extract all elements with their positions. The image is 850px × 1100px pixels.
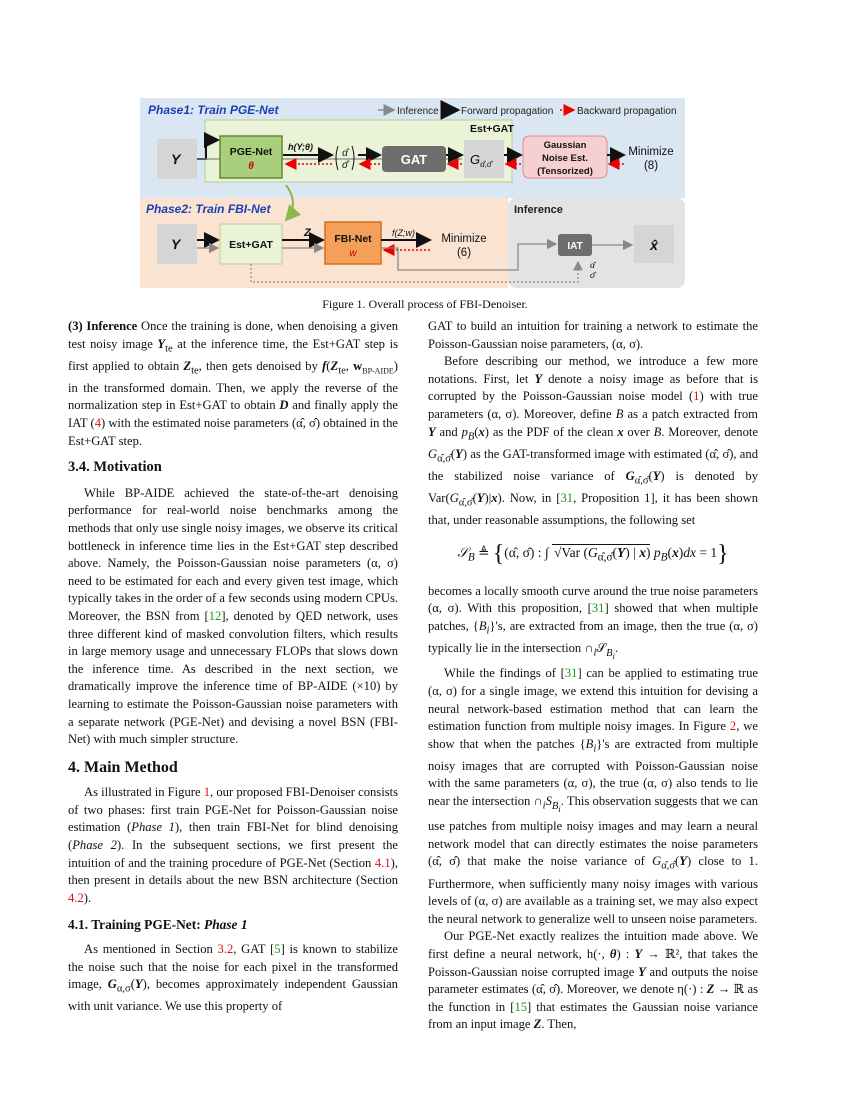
est-gat-top-label: Est+GAT (470, 123, 514, 135)
findings-paragraph: While the findings of [31] can be applied to estimating true (α, σ) for a single image, we extend this intuition for devising a neural network-based estimation method that can learn the estimation function from multiple noisy images. In Figure 2, we show that when the patches $\{B_i\}'s$ are extracted from multiple noisy images that are corrupted with Poisson-Gaussian noise with the same parameters (α, σ), the true (α, σ) also tends to lie near the intersection $\cap_iS_{B_i}$. This observation suggests that we can use patches from multiple noisy images and may learn a neural network model that can directly estimates the noise parameters (α̂, σ̂) that make the noise variance of $G_{\alphâ,\sigmâ}(Y)$ close to 1. Furthermore, when sufficiently many noisy images with various levels of (α, σ) are available as a training set, we may also expect the neural network to generalize well to unseen noise parameters. (428, 666, 759, 926)
inference-title: Inference (514, 204, 563, 216)
cite-15[interactable]: 15 (514, 999, 528, 1014)
iat-label: IAT (567, 241, 583, 252)
sigma-hat: σ̂ (341, 160, 349, 171)
notation-paragraph: Before describing our method, we introduce a few more notations. First, let Y denote a noisy image as before that is corrupted by the Poisson-Gaussian noise model (1) with true parameters (α, σ). Moreover, define B as a patch extracted from Y and $p_B(x)$ as the PDF of the clean x over B. Moreover, denote $G_{\alphâ,\sigmâ}(Y)$ as the GAT-transformed image with estimated (α̂, σ̂), and the stabilized noise variance of $G_{\alphâ,\sigmâ}(Y)$ is denoted by $Var(G_{\alphâ,\sigmâ}(Y)|x)$. Now, in [31, Proposition 1], it has been shown that, under reasonable assumptions, the following set (428, 354, 759, 527)
figure-diagram (140, 98, 685, 290)
phase1-title: Phase1: Train PGE-Net (148, 103, 279, 117)
pge-net-label: PGE-Net (229, 146, 273, 158)
minimize-top-eq: (8) (643, 160, 659, 172)
cite-31-c[interactable]: 31 (564, 666, 578, 681)
figure-caption: Figure 1. Overall process of FBI-Denoiser. (322, 297, 528, 311)
cite-12[interactable]: 12 (208, 608, 222, 623)
equation-sb: 𝒮$_B$ ≜ {(α̂, σ̂) : ∫ √Var ($G_{\alphâ,\sigmâ}(Y)$ | x) $p_B(x)dx = 1$} (457, 540, 729, 567)
fbi-net-param: w (349, 248, 357, 259)
minimize-bottom-eq: (6) (456, 247, 472, 259)
eq-ref-4[interactable]: 4 (94, 416, 101, 430)
pge-net-param: θ (248, 161, 254, 172)
cite-31-a[interactable]: 31 (560, 490, 574, 505)
alpha-hat: α̂ (342, 148, 348, 159)
input-y-label: Y (171, 151, 181, 167)
input-y-label-2: Y (171, 236, 181, 252)
alpha-hat-inf: α̂ (590, 260, 595, 270)
motivation-paragraph: While BP-AIDE achieved the state-of-the-art denoising performance for real-world noise benchmarks among the methods that only use single noisy images, we observe its critical bottleneck in inference time lies in the Est+GAT step described above. Namely, the Poisson-Gaussian noise parameters (α, σ) need to be estimated for each and every given test image, which typically takes in the order of a few seconds using modern CPUs. Moreover, the BSN from [12], denoted by QED network, uses three different kind of masked convolution filters, which results in large memory usage and unnecessary FLOPs that slows down the inference time. As described in the next section, we dramatically improve the inference time of BP-AIDE (×10) by learning to estimate the Poisson-Gaussian noise parameters with a separate network (PGE-Net) and devising a novel BSN (FBI-Net) with much simpler structure. (68, 485, 398, 747)
training-pge-paragraph: As mentioned in Section 3.2, GAT [5] is known to stabilize the noise such that the noise for each pixel in the transformed image, $G_{\alpha,\sigma}(Y)$, becomes approximately independent Gaussian with unit variance. We use this property of (68, 942, 398, 1014)
section-4-heading: 4. Main Method (68, 758, 178, 776)
h-func-label: h(Y;θ) (288, 142, 314, 152)
phase2-title: Phase2: Train FBI-Net (146, 202, 271, 216)
xhat-label: x̂ (650, 237, 658, 253)
est-gat-box-label: Est+GAT (229, 239, 273, 251)
fbi-net-label: FBI-Net (334, 233, 372, 245)
legend-inference: Inference (397, 106, 439, 117)
figure-1 (140, 98, 685, 290)
cite-31-b[interactable]: 31 (591, 601, 605, 616)
eq-ref-1[interactable]: 1 (693, 389, 700, 404)
f-func-label: f(Z;w) (392, 228, 415, 238)
g-output-label: $G_{\alphâ,\sigmâ}$ (470, 152, 492, 169)
fig-ref-2[interactable]: 2 (729, 719, 737, 734)
minimize-top: Minimize (628, 146, 674, 158)
sec-ref-3-2[interactable]: 3.2 (217, 942, 234, 957)
section-4-1-heading: 4.1. Training PGE-Net: Phase 1 (68, 917, 248, 933)
fig-ref-1[interactable]: 1 (203, 785, 211, 800)
pge-net-paragraph: Our PGE-Net exactly realizes the intuition made above. We first define a neural network, h(·, θ) : Y → ℝ², that takes the Poisson-Gaussian noise corrupted image Y and outputs the noise parameter estimates (α̂, σ̂). Moreover, we denote η(·) : Z → ℝ as the function in [15] that estimates the Gaussian noise variance from an input image Z. Then, (428, 929, 758, 1032)
left-column (68, 318, 398, 1016)
legend-forward: Forward propagation (461, 106, 554, 117)
gauss-line1: Gaussian (543, 140, 587, 151)
minimize-bottom: Minimize (441, 233, 487, 245)
legend-backward: Backward propagation (577, 106, 677, 117)
cite-5[interactable]: 5 (274, 942, 281, 957)
sigma-hat-inf: σ̂ (590, 270, 596, 280)
sec-ref-4-2[interactable]: 4.2 (68, 890, 84, 905)
gat-label: GAT (400, 152, 428, 167)
gauss-line3: (Tensorized) (537, 166, 593, 177)
right-column (428, 318, 758, 1034)
main-method-paragraph: As illustrated in Figure 1, our proposed FBI-Denoiser consists of two phases: first train PGE-Net for Poisson-Gaussian noise estimation (Phase 1), then train FBI-Net for blind denoising (Phase 2). In the subsequent sections, we first present the intuition of and the training procedure of PGE-Net (Section 4.1), then present in details about the new BSN architecture (Section 4.2). (68, 785, 398, 905)
section-3-4-heading: 3.4. Motivation (68, 459, 162, 476)
gauss-line2: Noise Est. (542, 153, 588, 164)
sec-ref-4-1[interactable]: 4.1 (374, 855, 391, 870)
z-label: Z (304, 227, 311, 239)
right-paragraph-1: GAT to build an intuition for training a network to estimate the Poisson-Gaussian noise parameters, (α, σ). (428, 319, 758, 351)
inference-paragraph: (3) Inference Once the training is done, when denoising a given test noisy image $Y_{te}$ at the inference time, the Est+GAT step is first applied to obtain $Z_{te}$, then gets denoised by $f(Z_{te}$, $w_{BP-AIDE}$) in the transformed domain. Then, we apply the reverse of the normalization step in Est+GAT to obtain D and finally apply the IAT (4) with the estimated noise parameters (α̂, σ̂) obtained in the Est+GAT step. (68, 319, 399, 448)
smooth-curve-paragraph: becomes a locally smooth curve around the true noise parameters (α, σ). With this proposition, [31] showed that when multiple patches, $\{B_i\}'s$, are extracted from an image, then the true (α, σ) typically lie in the intersection $\cap_i𝒮_{B_i}$. (428, 583, 758, 661)
